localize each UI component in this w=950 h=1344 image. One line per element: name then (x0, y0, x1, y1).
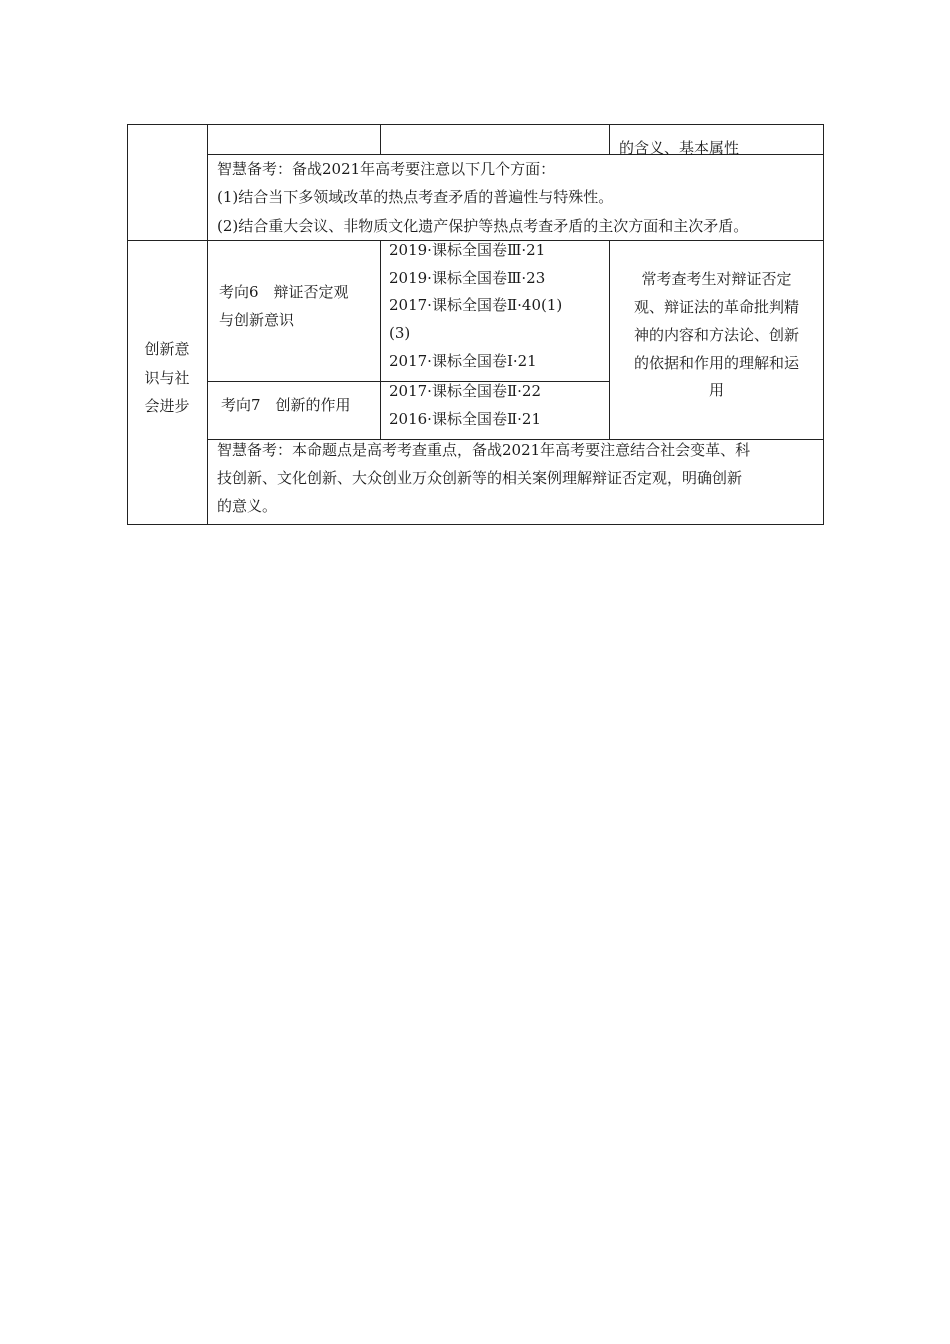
exam-ref: (3) (389, 324, 411, 342)
description-line: 的依据和作用的理解和运 (633, 354, 799, 372)
note-line: 智慧备考：本命题点是高考考查重点，备战2021年高考要注意结合社会变革、科 (217, 441, 751, 459)
description-line: 用 (708, 381, 724, 399)
column-divider (380, 240, 381, 440)
table-border-left (127, 124, 128, 525)
topic-label-line: 与创新意识 (219, 311, 295, 329)
column-divider (207, 124, 208, 525)
exam-ref: 2019·课标全国卷Ⅲ·21 (389, 241, 546, 259)
content-table (127, 124, 824, 525)
exam-ref: 2017·课标全国卷Ⅱ·40(1) (389, 296, 563, 314)
column-divider (380, 124, 381, 154)
topic-label-line: 考向6 辩证否定观 (219, 283, 349, 301)
section-label-line: 创新意 (144, 340, 190, 358)
exam-ref: 2017·课标全国卷Ⅰ·21 (389, 352, 537, 370)
table-border-right (823, 124, 824, 525)
section-label-line: 会进步 (144, 397, 190, 415)
description-line: 观、辩证法的革命批判精 (633, 298, 799, 316)
table-border-bottom (127, 524, 824, 525)
exam-ref: 2019·课标全国卷Ⅲ·23 (389, 269, 546, 287)
note-line: (1)结合当下多领域改革的热点考查矛盾的普遍性与特殊性。 (217, 188, 614, 206)
cell-text: 的含义、基本属性 (619, 139, 740, 157)
exam-ref: 2016·课标全国卷Ⅱ·21 (389, 410, 541, 428)
column-divider (609, 124, 610, 154)
note-line: (2)结合重大会议、非物质文化遗产保护等热点考查矛盾的主次方面和主次矛盾。 (217, 217, 749, 235)
note-line: 技创新、文化创新、大众创业万众创新等的相关案例理解辩证否定观，明确创新 (217, 469, 743, 487)
note-line: 智慧备考：备战2021年高考要注意以下几个方面： (217, 160, 556, 178)
section-label-line: 识与社 (144, 369, 190, 387)
description-line: 常考查考生对辩证否定 (641, 270, 792, 288)
topic-7: 考向7 创新的作用 (221, 396, 351, 414)
note-line: 的意义。 (217, 497, 278, 515)
table-border-top (127, 124, 824, 125)
description-line: 神的内容和方法论、创新 (633, 326, 799, 344)
exam-ref: 2017·课标全国卷Ⅱ·22 (389, 382, 541, 400)
